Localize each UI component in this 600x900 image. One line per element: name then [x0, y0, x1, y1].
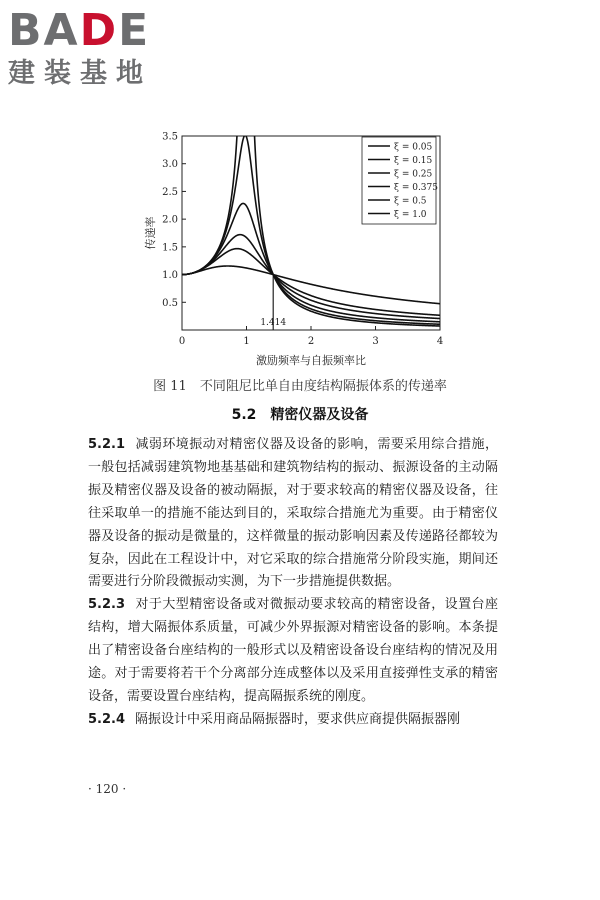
y-tick-label: 1.0	[162, 270, 178, 282]
x-tick-label: 2	[307, 336, 315, 347]
logo-wordmark: BADE	[8, 5, 151, 56]
x-axis-label: 激励频率与自振频率比	[256, 354, 366, 367]
x-tick-label: 1	[243, 336, 250, 347]
paragraph-5-2-3	[88, 594, 498, 709]
legend-entry: ξ = 1.0	[394, 210, 427, 220]
y-tick-label: 2.0	[162, 214, 178, 226]
clause-number: 5.2.4	[88, 711, 126, 727]
legend-entry: ξ = 0.05	[394, 142, 433, 153]
x-tick-label: 3	[372, 336, 379, 347]
logo-subtitle: 建装基地	[8, 58, 152, 89]
y-tick-label: 2.5	[162, 186, 178, 198]
clause-text: 对于大型精密设备或对微振动要求较高的精密设备，设置台座结构，增大隔振体系质量，可减少外界振源对精密设备的影响。本条提出了精密设备台座结构的一般形式以及精密设备设台座结构的情况及用途。对于需要将若干个分离部分连成整体以及采用直接弹性支承的精密设备，需要设置台座结构，提高隔振系统的刚度。	[88, 597, 498, 704]
y-tick-label: 0.5	[162, 297, 178, 309]
paragraph-5-2-1	[88, 434, 498, 594]
chart-svg	[140, 120, 460, 370]
brand-logo	[8, 6, 178, 90]
legend-entry: ξ = 0.15	[394, 156, 433, 166]
series-line	[182, 266, 440, 304]
clause-number: 5.2.3	[88, 597, 126, 613]
crossover-label: 1.414	[260, 318, 287, 328]
y-tick-label: 3.0	[162, 159, 178, 171]
transmissibility-chart	[140, 120, 460, 370]
legend-entry: ξ = 0.25	[394, 169, 433, 180]
y-tick-label: 3.5	[162, 131, 178, 143]
x-tick-label: 0	[178, 336, 186, 347]
figure-caption: 图 11 不同阻尼比单自由度结构隔振体系的传递率	[153, 379, 447, 394]
y-axis-label: 传递率	[144, 216, 157, 250]
legend-entry: ξ = 0.5	[394, 196, 427, 207]
paragraph-5-2-4	[88, 709, 498, 732]
page-number: · 120 ·	[88, 782, 127, 796]
section-title: 5.2 精密仪器及设备	[231, 407, 369, 423]
y-tick-label: 1.5	[162, 242, 178, 254]
legend-entry: ξ = 0.375	[394, 183, 438, 193]
body-text	[88, 434, 498, 732]
clause-number: 5.2.1	[88, 437, 126, 452]
x-tick-label: 4	[436, 336, 444, 347]
clause-text: 减弱环境振动对精密仪器及设备的影响，需要采用综合措施，一般包括减弱建筑物地基基础和建筑物结构的振动、振源设备的主动隔振及精密仪器及设备的被动隔振，对于要求较高的精密仪器及设备，往往采取单一的措施不能达到目的，采取综合措施尤为重要。由于精密仪器及设备的振动是微量的，这样微量的振动影响因素及传递路径都较为复杂，因此在工程设计中，对它采取的综合措施常分阶段实施，期间还需要进行分阶段微振动实测，为下一步措施提供数据。	[88, 437, 498, 590]
clause-text: 隔振设计中采用商品隔振器时，要求供应商提供隔振器刚	[135, 711, 461, 727]
